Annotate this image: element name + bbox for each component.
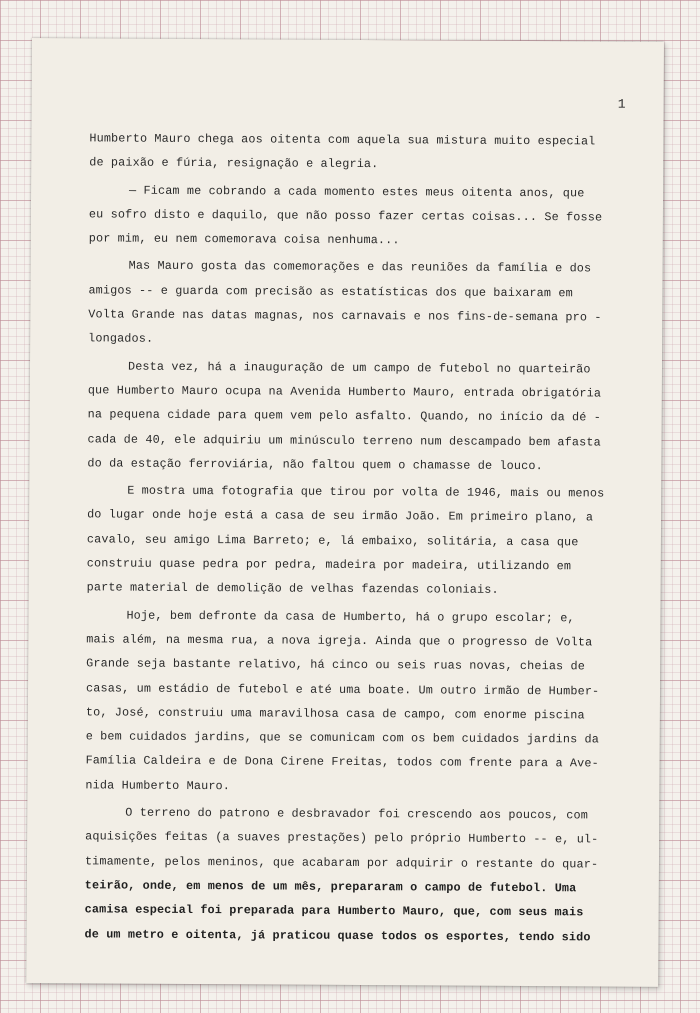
paragraph <box>85 603 646 801</box>
text-line: que Humberto Mauro ocupa na Avenida Humberto Mauro, entrada obrigatória <box>87 383 602 401</box>
text-line: casas, um estádio de futebol e até uma boate. Um outro irmão de Humber- <box>85 680 600 699</box>
text-line: timamente, pelos meninos, que acabaram por adquirir o restante do quar- <box>84 853 599 872</box>
text-line: e bem cuidados jardins, que se comunicam com os bem cuidados jardins da <box>85 729 600 747</box>
text-line: Humberto Mauro chega aos oitenta com aquela sua mistura muito especial <box>89 131 596 149</box>
typed-text-body <box>84 126 649 949</box>
paragraph <box>87 479 648 604</box>
page-number: 1 <box>617 96 626 112</box>
text-line: cada de 40, ele adquiriu um minúsculo terreno num descampado bem afasta <box>87 431 601 450</box>
text-line: eu sofro disto e daquilo, que não posso fazer certas coisas... Se fosse <box>88 207 603 225</box>
text-line: E mostra uma fotografia que tirou por volta de 1946, mais ou menos <box>127 483 605 501</box>
text-line: Mas Mauro gosta das comemorações e das reuniões da família e dos <box>128 259 592 276</box>
text-line: to, José, construiu uma maravilhosa casa de campo, com enorme piscina <box>85 705 585 723</box>
text-line: teirão, onde, em menos de um mês, prepararam o campo de futebol. Uma <box>84 878 577 896</box>
text-line: — Ficam me cobrando a cada momento estes meus oitenta anos, que <box>129 183 585 200</box>
text-line: construiu quase pedra por pedra, madeira por madeira, utilizando em <box>86 556 572 574</box>
text-line: cavalo, seu amigo Lima Barreto; e, lá embaixo, solitária, a casa que <box>86 532 579 550</box>
text-line: Desta vez, há a inauguração de um campo de futebol no quarteirão <box>127 359 591 377</box>
text-line: aquisições feitas (a suaves prestações) pelo próprio Humberto -- e, ul- <box>85 829 599 847</box>
text-line: Hoje, bem defronte da casa de Humberto, há o grupo escolar; e, <box>126 608 575 625</box>
text-line: por mim, eu nem comemorava coisa nenhuma... <box>88 231 400 248</box>
text-line: de um metro e oitenta, já praticou quase todos os esportes, tendo sido <box>84 926 591 944</box>
text-line: O terreno do patrono e desbravador foi crescendo aos poucos, com <box>125 805 588 823</box>
text-line: na pequena cidade para quem vem pelo asfalto. Quando, no início da dé - <box>87 407 602 425</box>
text-line: nida Humberto Mauro. <box>85 778 231 793</box>
paragraph <box>84 800 645 949</box>
paragraph <box>89 126 649 178</box>
text-line: Grande seja bastante relativo, há cinco ou seis ruas novas, cheias de <box>86 656 586 674</box>
text-line: do lugar onde hoje está a casa de seu irmão João. Em primeiro plano, a <box>87 507 594 525</box>
text-line: mais além, na mesma rua, a nova igreja. Ainda que o progresso de Volta <box>86 632 593 650</box>
text-line: parte material de demolição de velhas fazendas coloniais. <box>86 580 499 598</box>
paragraph <box>88 254 649 355</box>
paragraph <box>89 178 649 254</box>
paragraph <box>87 354 648 479</box>
text-line: longados. <box>88 331 154 347</box>
text-line: amigos -- e guarda com precisão as estatísticas dos que baixaram em <box>88 283 573 301</box>
text-line: Volta Grande nas datas magnas, nos carnavais e nos fins-de-semana pro - <box>88 307 602 325</box>
typed-page <box>26 38 664 987</box>
text-line: do da estação ferroviária, não faltou quem o chamasse de louco. <box>87 456 543 473</box>
text-line: camisa especial foi preparada para Humberto Mauro, que, com seus mais <box>84 902 584 920</box>
text-line: Família Caldeira e de Dona Cirene Freitas, todos com frente para a Ave- <box>85 753 599 771</box>
text-line: de paixão e fúria, resignação e alegria. <box>89 155 379 172</box>
